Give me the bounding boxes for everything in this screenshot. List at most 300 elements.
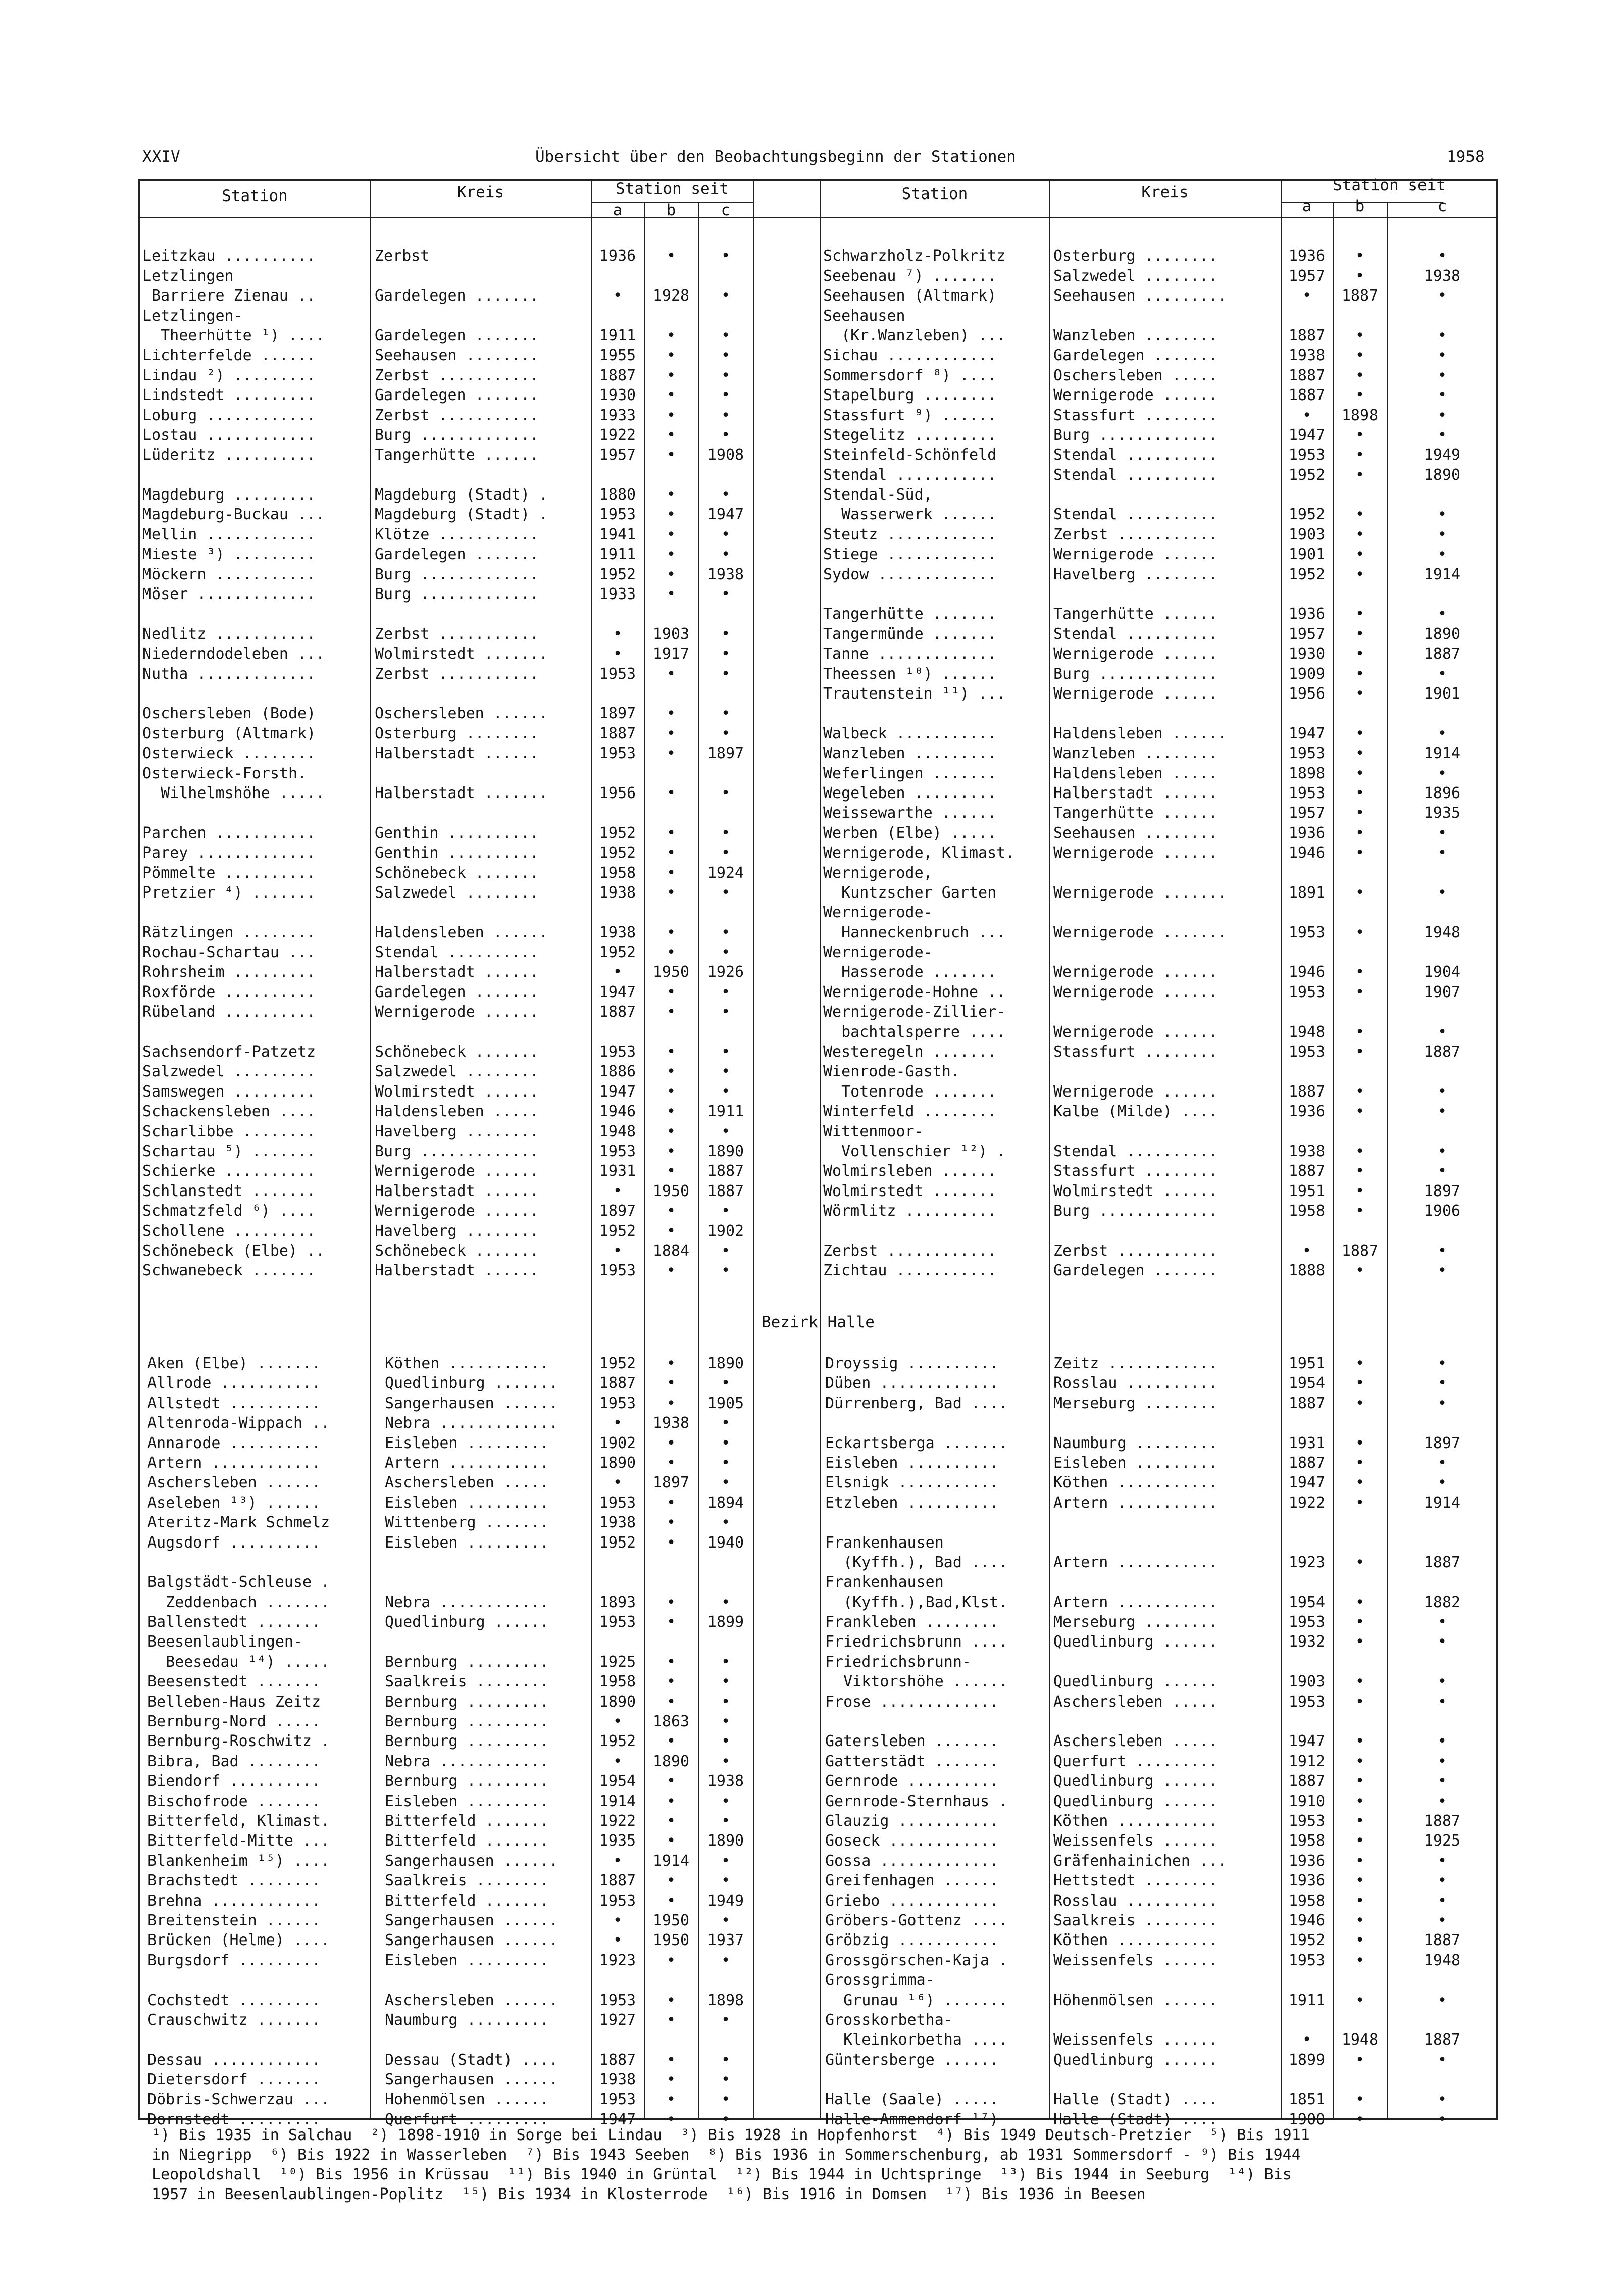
right_rows-cell: 1948 bbox=[1288, 1023, 1326, 1041]
left_rows_halle-cell bbox=[644, 1572, 698, 1592]
left_rows-cell: • bbox=[721, 1262, 731, 1280]
left_rows-cell: Rübeland .......... bbox=[142, 1003, 316, 1021]
left_rows_halle-cell bbox=[644, 1970, 698, 1990]
left_rows_halle-cell bbox=[644, 2030, 698, 2050]
right_rows_halle-cell: • bbox=[1437, 1673, 1447, 1691]
right_rows_halle-cell: 1953 bbox=[1288, 1613, 1326, 1631]
right_rows_halle-cell: • bbox=[1437, 1633, 1447, 1651]
right_rows-cell: • bbox=[1355, 466, 1365, 484]
left_rows_halle-cell: • bbox=[721, 2110, 731, 2128]
right_rows-cell: Halberstadt ...... bbox=[1053, 784, 1218, 802]
page-title: Übersicht über den Beobachtungsbeginn der Stationen bbox=[535, 147, 1016, 166]
right_rows-cell: 1936 bbox=[1288, 247, 1326, 265]
left_rows_halle-cell: 1887 bbox=[599, 2051, 636, 2069]
left_rows_halle-cell: Aschersleben ..... bbox=[385, 1474, 549, 1492]
header-a-left: a bbox=[613, 201, 623, 219]
left_rows-cell: • bbox=[666, 406, 676, 424]
right_rows-cell: Stassfurt ⁹) ...... bbox=[823, 406, 997, 424]
left_rows-cell: Zerbst ........... bbox=[375, 625, 539, 643]
left_rows_halle-cell: Biendorf .......... bbox=[147, 1772, 321, 1790]
left_rows_halle-cell: 1927 bbox=[599, 2011, 636, 2029]
right_rows_halle-cell: Zeitz ............ bbox=[1053, 1355, 1218, 1372]
right_rows_halle-cell bbox=[1281, 1652, 1333, 1672]
right_rows-cell bbox=[1281, 584, 1333, 604]
left_rows_halle-cell: 1923 bbox=[599, 1951, 636, 1969]
right_rows-cell: 1904 bbox=[1424, 963, 1461, 981]
left_rows-cell: 1953 bbox=[599, 665, 636, 683]
right_rows_halle-cell: Goseck ............ bbox=[825, 1832, 999, 1850]
left_rows_halle-cell: Brachstedt ........ bbox=[147, 1872, 321, 1890]
right_rows_halle-cell: • bbox=[1437, 1394, 1447, 1412]
right_rows_halle-cell: 1954 bbox=[1288, 1374, 1326, 1392]
right_rows_halle-cell: 1887 bbox=[1288, 1772, 1326, 1790]
right_rows_halle-cell: 1882 bbox=[1424, 1593, 1461, 1611]
right_rows-cell: Werben (Elbe) ..... bbox=[823, 824, 997, 842]
right_rows-cell: 1936 bbox=[1288, 605, 1326, 623]
left_rows-cell bbox=[591, 1022, 644, 1042]
right_rows_halle-cell: Eisleben ......... bbox=[1053, 1454, 1218, 1472]
right_rows-cell: 1946 bbox=[1288, 963, 1326, 981]
right_rows-cell: Wernigerode ...... bbox=[1053, 983, 1218, 1001]
right_rows-cell: 1951 bbox=[1288, 1182, 1326, 1200]
right_rows-cell: 1896 bbox=[1424, 784, 1461, 802]
right_rows-cell: Wernigerode ...... bbox=[1053, 963, 1218, 981]
left_rows-cell bbox=[591, 903, 644, 922]
left_rows-cell bbox=[142, 803, 369, 823]
right_rows_halle-cell bbox=[1387, 1572, 1498, 1592]
left_rows_halle-cell: Aschersleben ...... bbox=[385, 1991, 559, 2009]
left_rows-cell: • bbox=[666, 864, 676, 882]
right_rows-cell: 1930 bbox=[1288, 645, 1326, 663]
left_rows-cell: 1952 bbox=[599, 943, 636, 962]
left_rows-cell bbox=[591, 684, 644, 704]
right_rows_halle-cell: Halle (Saale) ..... bbox=[825, 2091, 999, 2109]
left_rows-cell: Letzlingen bbox=[142, 267, 234, 285]
left_rows-cell bbox=[644, 465, 698, 485]
left_rows-cell: • bbox=[666, 525, 676, 543]
left_rows-cell: • bbox=[666, 1043, 676, 1061]
right_rows-cell: 1898 bbox=[1341, 406, 1379, 424]
left_rows_halle-cell: • bbox=[721, 1374, 731, 1392]
left_rows-cell: 1897 bbox=[599, 705, 636, 723]
left_rows-cell: • bbox=[721, 844, 731, 862]
halle-right-a-column bbox=[1281, 1354, 1333, 2129]
right_rows-cell: 1953 bbox=[1288, 744, 1326, 763]
right_rows_halle-cell: Köthen ........... bbox=[1053, 1812, 1218, 1830]
left_rows-cell: 1938 bbox=[599, 923, 636, 941]
right_rows-cell: 1887 bbox=[1288, 326, 1326, 344]
right_rows_halle-cell bbox=[1281, 2070, 1333, 2090]
right_rows-cell bbox=[1333, 903, 1387, 922]
right_rows-cell: 1956 bbox=[1288, 684, 1326, 703]
left_rows-cell bbox=[591, 226, 644, 246]
left_rows_halle-cell: Blankenheim ¹⁵) .... bbox=[147, 1852, 330, 1870]
left_rows_halle-cell: Bitterfeld ....... bbox=[385, 1892, 549, 1910]
right_rows_halle-cell bbox=[825, 1712, 1048, 1731]
right_rows_halle-cell: • bbox=[1355, 1553, 1365, 1571]
left_rows-cell: 1897 bbox=[599, 1202, 636, 1220]
page-year: 1958 bbox=[1447, 147, 1485, 166]
right_rows_halle-cell: 1914 bbox=[1424, 1494, 1461, 1512]
left_rows_halle-cell bbox=[385, 1572, 589, 1592]
right_rows-cell: 1887 bbox=[1288, 1162, 1326, 1180]
right_rows-cell: 1936 bbox=[1288, 1103, 1326, 1121]
right_rows_halle-cell bbox=[1053, 1572, 1279, 1592]
right_rows-cell: Sichau ............ bbox=[823, 346, 997, 365]
right_rows_halle-cell: • bbox=[1355, 1832, 1365, 1850]
right_rows-cell bbox=[1333, 1221, 1387, 1241]
right_rows-cell: Stendal .......... bbox=[1053, 466, 1218, 484]
right_rows-cell: • bbox=[1302, 406, 1312, 424]
left_rows-cell bbox=[644, 266, 698, 286]
left_rows-cell: • bbox=[613, 645, 623, 663]
left_rows-cell: 1955 bbox=[599, 346, 636, 365]
right_rows-cell: • bbox=[1437, 1023, 1447, 1041]
right_rows_halle-cell: • bbox=[1355, 1394, 1365, 1412]
left_rows-cell: Schönebeck (Elbe) .. bbox=[142, 1241, 325, 1260]
left_rows_halle-cell: 1953 bbox=[599, 2091, 636, 2109]
left_rows-cell: 1926 bbox=[707, 963, 744, 981]
left_rows_halle-cell: 1890 bbox=[707, 1832, 744, 1850]
right_rows-cell: Theessen ¹⁰) ...... bbox=[823, 665, 997, 683]
right_rows-cell: • bbox=[1302, 1241, 1312, 1260]
left_rows_halle-cell bbox=[147, 1553, 369, 1572]
right_rows-cell: Burg ............. bbox=[1053, 426, 1218, 444]
left_rows_halle-cell bbox=[385, 1553, 589, 1572]
right_rows_halle-cell: Weissenfels ...... bbox=[1053, 1951, 1218, 1969]
right_rows-cell: • bbox=[1355, 963, 1365, 981]
right_rows-cell: 1901 bbox=[1424, 684, 1461, 703]
left_rows_halle-cell: Bitterfeld ....... bbox=[385, 1832, 549, 1850]
halle-right-b-column bbox=[1333, 1354, 1387, 2129]
left_rows_halle-cell: • bbox=[721, 1673, 731, 1691]
left_rows-cell: Rätzlingen ........ bbox=[142, 923, 316, 941]
left_rows-cell: Letzlingen- bbox=[142, 307, 243, 325]
left_rows-cell bbox=[644, 903, 698, 922]
halle-left-kreis-column bbox=[385, 1354, 589, 2129]
left_rows_halle-cell: • bbox=[666, 2110, 676, 2128]
left_rows-cell bbox=[375, 465, 589, 485]
right_rows-cell: Seebenau ⁷) ....... bbox=[823, 267, 997, 285]
right_rows_halle-cell: Elsnigk ........... bbox=[825, 1474, 999, 1492]
right-a-column bbox=[1281, 226, 1333, 1281]
right_rows-cell: 1914 bbox=[1424, 565, 1461, 583]
right_rows-cell: Wernigerode ...... bbox=[1053, 1023, 1218, 1041]
right_rows_halle-cell bbox=[1053, 1970, 1279, 1990]
left_rows_halle-cell: 1890 bbox=[599, 1454, 636, 1472]
left_rows_halle-cell: 1890 bbox=[707, 1355, 744, 1372]
left_rows_halle-cell: Dietersdorf ....... bbox=[147, 2071, 321, 2089]
left_rows-cell: 1938 bbox=[707, 565, 744, 583]
right_rows-cell: 1953 bbox=[1288, 983, 1326, 1001]
left_rows_halle-cell: Bischofrode ....... bbox=[147, 1792, 321, 1810]
left_rows-cell: Wernigerode ...... bbox=[375, 1003, 539, 1021]
left_rows_halle-cell: Aken (Elbe) ....... bbox=[147, 1355, 321, 1372]
right_rows_halle-cell: Friedrichsbrunn- bbox=[825, 1653, 971, 1671]
left_rows-cell: • bbox=[666, 1122, 676, 1140]
left_rows_halle-cell: • bbox=[721, 1713, 731, 1731]
header-c-right: c bbox=[1437, 197, 1447, 215]
right_rows_halle-cell: • bbox=[1355, 1355, 1365, 1372]
right_rows-cell: Wernigerode, bbox=[823, 864, 933, 882]
right_rows-cell bbox=[1281, 485, 1333, 505]
right_rows_halle-cell bbox=[1281, 1513, 1333, 1532]
left_rows-cell: 1948 bbox=[599, 1122, 636, 1140]
left_rows_halle-cell: Bitterfeld ....... bbox=[385, 1812, 549, 1830]
right_rows-cell: • bbox=[1437, 287, 1447, 305]
left-a-column bbox=[591, 226, 644, 1281]
right_rows-cell bbox=[1281, 226, 1333, 246]
right_rows-cell: Wernigerode ...... bbox=[1053, 1082, 1218, 1101]
left_rows-cell: • bbox=[666, 446, 676, 464]
right_rows-cell: Wernigerode- bbox=[823, 904, 933, 922]
left_rows_halle-cell: • bbox=[666, 1533, 676, 1552]
right_rows_halle-cell bbox=[825, 1513, 1048, 1532]
right_rows_halle-cell: Höhenmölsen ...... bbox=[1053, 1991, 1218, 2009]
right_rows-cell: • bbox=[1355, 784, 1365, 802]
left_rows-cell: • bbox=[666, 1103, 676, 1121]
right_rows-cell: • bbox=[1355, 744, 1365, 763]
left-station-column bbox=[142, 226, 369, 1281]
left_rows_halle-cell: • bbox=[721, 1732, 731, 1751]
right-b-column bbox=[1333, 226, 1387, 1281]
right_rows-cell: • bbox=[1355, 1202, 1365, 1220]
left_rows-cell: • bbox=[666, 346, 676, 365]
right_rows_halle-cell: • bbox=[1355, 1872, 1365, 1890]
left_rows_halle-cell: • bbox=[666, 1394, 676, 1412]
right_rows-cell: Zerbst ........... bbox=[1053, 525, 1218, 543]
left_rows-cell: • bbox=[613, 625, 623, 643]
right_rows_halle-cell: Gatterstädt ....... bbox=[825, 1752, 999, 1770]
left_rows-cell: 1930 bbox=[599, 386, 636, 405]
right_rows_halle-cell: Frankenhausen bbox=[825, 1573, 944, 1591]
left_rows_halle-cell: Bibra, Bad ........ bbox=[147, 1752, 321, 1770]
left_rows_halle-cell: • bbox=[613, 1852, 623, 1870]
left_rows-cell: Schmatzfeld ⁶) .... bbox=[142, 1202, 316, 1220]
left_rows-cell: Tangerhütte ...... bbox=[375, 446, 539, 464]
right_rows_halle-cell: 1931 bbox=[1288, 1434, 1326, 1452]
right_rows-cell bbox=[1387, 1221, 1498, 1241]
right_rows-cell: • bbox=[1437, 326, 1447, 344]
left_rows_halle-cell: • bbox=[666, 1434, 676, 1452]
right_rows-cell: • bbox=[1437, 545, 1447, 564]
right_rows_halle-cell: • bbox=[1355, 1673, 1365, 1691]
right_rows-cell bbox=[1333, 584, 1387, 604]
left_rows-cell: Schartau ⁵) ....... bbox=[142, 1142, 316, 1160]
right_rows_halle-cell: • bbox=[1437, 1991, 1447, 2009]
left_rows_halle-cell: Eisleben ......... bbox=[385, 1494, 549, 1512]
right_rows_halle-cell: • bbox=[1437, 2091, 1447, 2109]
rule-left-station-kreis bbox=[370, 179, 371, 2120]
left_rows_halle-cell: Bernburg ......... bbox=[385, 1713, 549, 1731]
left_rows-cell: • bbox=[721, 1082, 731, 1101]
right_rows-cell: • bbox=[1302, 287, 1312, 305]
right_rows_halle-cell: (Kyffh.),Bad,Klst. bbox=[825, 1593, 1008, 1611]
left-kreis-column bbox=[375, 226, 589, 1281]
left_rows_halle-cell: Cochstedt ......... bbox=[147, 1991, 321, 2009]
left_rows-cell: Magdeburg-Buckau ... bbox=[142, 506, 325, 524]
left_rows_halle-cell: Burgsdorf ......... bbox=[147, 1951, 321, 1969]
right_rows-cell bbox=[1333, 306, 1387, 326]
right_rows_halle-cell: • bbox=[1355, 1931, 1365, 1950]
right_rows_halle-cell: • bbox=[1437, 1474, 1447, 1492]
left_rows-cell: 1956 bbox=[599, 784, 636, 802]
left_rows-cell: • bbox=[613, 287, 623, 305]
right_rows-cell: Steutz ............ bbox=[823, 525, 997, 543]
left_rows-cell bbox=[644, 684, 698, 704]
right_rows_halle-cell: • bbox=[1355, 1494, 1365, 1512]
right_rows-cell bbox=[1053, 584, 1279, 604]
left_rows_halle-cell: • bbox=[666, 1355, 676, 1372]
right_rows-cell bbox=[1053, 942, 1279, 962]
right_rows-cell: Sommersdorf ⁸) .... bbox=[823, 366, 997, 384]
right_rows-cell bbox=[1333, 485, 1387, 505]
right_rows-cell bbox=[1053, 903, 1279, 922]
left_rows_halle-cell: 1925 bbox=[599, 1653, 636, 1671]
left_rows-cell: 1952 bbox=[599, 824, 636, 842]
right_rows-cell: Wienrode-Gasth. bbox=[823, 1063, 960, 1081]
left_rows-cell: Sachsendorf-Patzetz bbox=[142, 1043, 316, 1061]
left_rows-cell: Nutha ............. bbox=[142, 665, 316, 683]
left_rows_halle-cell: • bbox=[721, 2071, 731, 2089]
left_rows-cell bbox=[698, 266, 753, 286]
right_rows-cell: • bbox=[1437, 1103, 1447, 1121]
left_rows-cell: 1952 bbox=[599, 565, 636, 583]
left_rows-cell: 1890 bbox=[707, 1142, 744, 1160]
left_rows_halle-cell: 1890 bbox=[599, 1693, 636, 1711]
right_rows_halle-cell: • bbox=[1437, 1732, 1447, 1751]
right_rows-cell: 1958 bbox=[1288, 1202, 1326, 1220]
left_rows-cell: • bbox=[666, 506, 676, 524]
right_rows_halle-cell: Gossa ............. bbox=[825, 1852, 999, 1870]
left_rows-cell: 1917 bbox=[652, 645, 690, 663]
right_rows-cell: • bbox=[1355, 844, 1365, 862]
left_rows-cell: • bbox=[666, 844, 676, 862]
right_rows-cell: Sydow ............. bbox=[823, 565, 997, 583]
left_rows-cell: Lindstedt ......... bbox=[142, 386, 316, 405]
right_rows_halle-cell: Etzleben .......... bbox=[825, 1494, 999, 1512]
left_rows-cell: Osterburg (Altmark) bbox=[142, 724, 316, 742]
right_rows-cell: Tangerhütte ...... bbox=[1053, 605, 1218, 623]
right_rows_halle-cell: (Kyffh.), Bad .... bbox=[825, 1553, 1008, 1571]
left_rows_halle-cell: • bbox=[613, 1713, 623, 1731]
right_rows-cell: • bbox=[1355, 346, 1365, 365]
right_rows-cell: • bbox=[1437, 525, 1447, 543]
left_rows_halle-cell bbox=[385, 1970, 589, 1990]
left_rows_halle-cell: Hohenmölsen ...... bbox=[385, 2091, 549, 2109]
left_rows-cell bbox=[142, 1022, 369, 1042]
left_rows_halle-cell: Beesenstedt ....... bbox=[147, 1673, 321, 1691]
left_rows-cell: 1953 bbox=[599, 1142, 636, 1160]
left_rows_halle-cell bbox=[591, 1970, 644, 1990]
right_rows-cell: 1952 bbox=[1288, 506, 1326, 524]
right_rows-cell: • bbox=[1355, 983, 1365, 1001]
left_rows-cell: • bbox=[721, 1122, 731, 1140]
right_rows-cell: Haldensleben ...... bbox=[1053, 724, 1227, 742]
left_rows_halle-cell: Sangerhausen ...... bbox=[385, 1852, 559, 1870]
left_rows-cell: Rochau-Schartau ... bbox=[142, 943, 316, 962]
right_rows-cell: 1938 bbox=[1288, 346, 1326, 365]
right_rows-cell: Westeregeln ....... bbox=[823, 1043, 997, 1061]
left_rows_halle-cell: • bbox=[666, 1514, 676, 1532]
right_rows_halle-cell: Saalkreis ........ bbox=[1053, 1911, 1218, 1929]
left_rows_halle-cell: 1935 bbox=[599, 1832, 636, 1850]
left_rows-cell: Oschersleben (Bode) bbox=[142, 705, 316, 723]
right_rows_halle-cell: Aschersleben ..... bbox=[1053, 1732, 1218, 1751]
left_rows-cell: Pretzier ⁴) ....... bbox=[142, 883, 316, 902]
left_rows-cell: Burg ............. bbox=[375, 585, 539, 604]
right_rows_halle-cell: 1946 bbox=[1288, 1911, 1326, 1929]
left_rows_halle-cell: 1950 bbox=[652, 1911, 690, 1929]
right_rows_halle-cell: Gernrode .......... bbox=[825, 1772, 999, 1790]
left_rows_halle-cell: Eisleben ......... bbox=[385, 1951, 549, 1969]
right_rows-cell: • bbox=[1355, 545, 1365, 564]
left_rows-cell: 1887 bbox=[707, 1162, 744, 1180]
right_rows_halle-cell: Köthen ........... bbox=[1053, 1474, 1218, 1492]
left_rows-cell: 1952 bbox=[599, 1222, 636, 1240]
right_rows-cell: 1888 bbox=[1288, 1262, 1326, 1280]
left_rows-cell: • bbox=[721, 1241, 731, 1260]
right_rows_halle-cell: 1900 bbox=[1288, 2110, 1326, 2128]
left_rows_halle-cell: 1940 bbox=[707, 1533, 744, 1552]
right_rows-cell: 1938 bbox=[1424, 267, 1461, 285]
left_rows-cell: • bbox=[721, 326, 731, 344]
left_rows-cell: • bbox=[721, 366, 731, 384]
right_rows_halle-cell bbox=[1281, 1533, 1333, 1553]
left_rows-cell: 1908 bbox=[707, 446, 744, 464]
left_rows-cell: Salzwedel ........ bbox=[375, 1063, 539, 1081]
right_rows-cell: • bbox=[1355, 446, 1365, 464]
left_rows_halle-cell: 1894 bbox=[707, 1494, 744, 1512]
left_rows-cell: • bbox=[721, 386, 731, 405]
left_rows-cell bbox=[375, 903, 589, 922]
right_rows-cell: Stegelitz ......... bbox=[823, 426, 997, 444]
left_rows-cell: • bbox=[721, 1003, 731, 1021]
left_rows_halle-cell: • bbox=[666, 2051, 676, 2069]
left_rows_halle-cell: Breitenstein ...... bbox=[147, 1911, 321, 1929]
right_rows_halle-cell: Halle (Stadt) .... bbox=[1053, 2110, 1218, 2128]
left_rows-cell: Halberstadt ....... bbox=[375, 784, 548, 802]
left_rows_halle-cell: • bbox=[666, 1772, 676, 1790]
left_rows_halle-cell: • bbox=[666, 1613, 676, 1631]
right_rows-cell: • bbox=[1355, 1103, 1365, 1121]
right_rows-cell: Totenrode ....... bbox=[823, 1082, 997, 1101]
left_rows-cell bbox=[375, 1022, 589, 1042]
right_rows_halle-cell: 1912 bbox=[1288, 1752, 1326, 1770]
left_rows_halle-cell: • bbox=[721, 1752, 731, 1770]
right_rows-cell: Wernigerode- bbox=[823, 943, 933, 962]
right_rows_halle-cell: • bbox=[1437, 1374, 1447, 1392]
left_rows_halle-cell: 1897 bbox=[652, 1474, 690, 1492]
right_rows-cell: Seehausen bbox=[823, 307, 905, 325]
left_rows_halle-cell: • bbox=[666, 1494, 676, 1512]
right_rows-cell: 1890 bbox=[1424, 625, 1461, 643]
right_rows-cell: Stapelburg ........ bbox=[823, 386, 997, 405]
right_rows_halle-cell: 1910 bbox=[1288, 1792, 1326, 1810]
right_rows-cell: 1906 bbox=[1424, 1202, 1461, 1220]
left_rows_halle-cell: 1947 bbox=[599, 2110, 636, 2128]
left_rows-cell: 1933 bbox=[599, 585, 636, 604]
right_rows_halle-cell: 1936 bbox=[1288, 1872, 1326, 1890]
right_rows-cell: 1957 bbox=[1288, 625, 1326, 643]
left_rows-cell: • bbox=[666, 1262, 676, 1280]
right_rows-cell: Oschersleben ..... bbox=[1053, 366, 1218, 384]
left_rows-cell: Burg ............. bbox=[375, 565, 539, 583]
left_rows-cell: 1911 bbox=[707, 1103, 744, 1121]
left_rows_halle-cell: • bbox=[721, 1852, 731, 1870]
header-a-right: a bbox=[1302, 197, 1312, 215]
right_rows-cell bbox=[823, 226, 1048, 246]
